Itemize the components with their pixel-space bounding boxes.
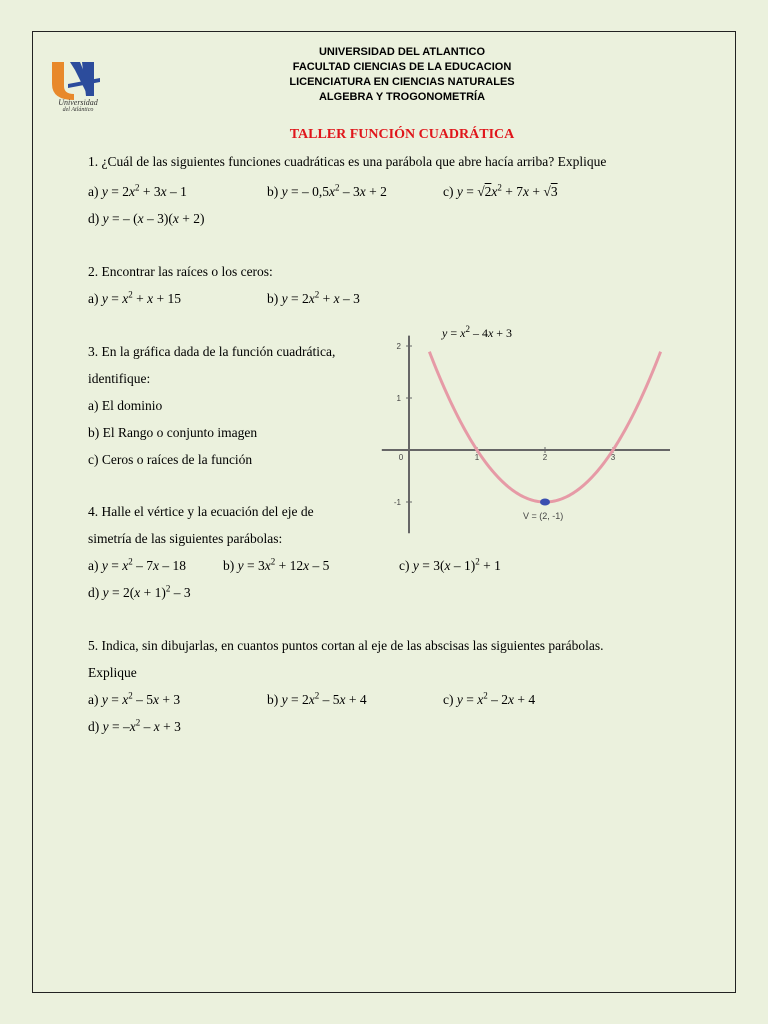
q2-prompt: 2. Encontrar las raíces o los ceros: [88,264,273,279]
logo-text-1: Universidad [58,98,98,107]
y-tick-label: -1 [393,498,401,507]
q4-option-b: b) $y = 3x^2 + 12x - 5$ [223,556,330,573]
y-tick-label: 1 [396,394,401,403]
x-tick-label: 1 [474,453,480,462]
y-tick-label: 2 [396,342,401,351]
q3-item-c: c) Ceros o raíces de la función [88,452,253,467]
q5-option-b: b) $y = 2x^2 - 5x + 4$ [267,690,367,707]
university-logo-icon [46,56,110,112]
header [180,45,624,105]
parabola-curve [429,352,660,502]
q1-prompt: 1. ¿Cuál de las siguientes funciones cuadráticas es una parábola que abre hacía arriba? Explique [88,154,607,169]
vertex-point [540,499,550,506]
vertex-label: V = (2, -1) [523,511,564,521]
q5-prompt-2: Explique [88,665,137,680]
q2-option-b: b) $y = 2x^2 + x - 3$ [267,289,360,306]
q5-option-d: d) $y = -x^2 - x + 3$ [88,717,181,734]
q1-option-c: c) $y = √2x^2 + 7x + √3$ [443,182,558,199]
q2-option-a: a) $y = x^2 + x + 15$ [88,289,181,306]
x-tick-label: 0 [398,453,404,462]
q5-option-a: a) $y = x^2 - 5x + 3$ [88,690,181,707]
q4-prompt-2: simetría de las siguientes parábolas: [88,531,283,546]
q3-prompt-1: 3. En la gráfica dada de la función cuadrática, [88,344,336,359]
parabola-graph [375,322,670,537]
header-university: UNIVERSIDAD DEL ATLANTICO [318,46,486,58]
q4-option-a: a) $y = x^2 - 7x - 18$ [88,556,186,573]
x-tick-label: 3 [610,453,616,462]
q1-option-d: d) y = – (x – 3)(x + 2) [88,211,205,226]
header-course: ALGEBRA Y TROGONOMETRÍA [318,91,486,103]
q4-option-d: d) $y = 2(x + 1)^2 - 3$ [88,583,191,600]
header-faculty: FACULTAD CIENCIAS DE LA EDUCACION [292,61,512,73]
logo-text-2: del Atlántico [62,107,94,112]
q3-item-a: a) El dominio [88,398,163,413]
header-program: LICENCIATURA EN CIENCIAS NATURALES [289,76,515,88]
x-tick-label: 2 [542,453,548,462]
q1-option-b: b) y = – $0,5x^2 - 3x + 2$ [267,182,387,199]
graph-equation-label: $y = x^2 - 4x + 3$ [442,324,513,340]
q4-option-c: c) y = 3(x – 1)$^2$ + 1 [399,556,501,573]
q3-item-b: b) El Rango o conjunto imagen [88,425,258,440]
q5-option-c: c) $y = x^2 - 2x + 4$ [443,690,536,707]
q3-prompt-2: identifique: [88,371,151,386]
q1-option-a: a) $y = 2x^2 + 3x - 1$ [88,182,187,199]
q5-prompt-1: 5. Indica, sin dibujarlas, en cuantos puntos cortan al eje de las abscisas las siguientes parábolas. [88,638,604,653]
document-title: TALLER FUNCIÓN CUADRÁTICA [289,127,515,142]
q4-prompt-1: 4. Halle el vértice y la ecuación del eje de [88,504,314,519]
